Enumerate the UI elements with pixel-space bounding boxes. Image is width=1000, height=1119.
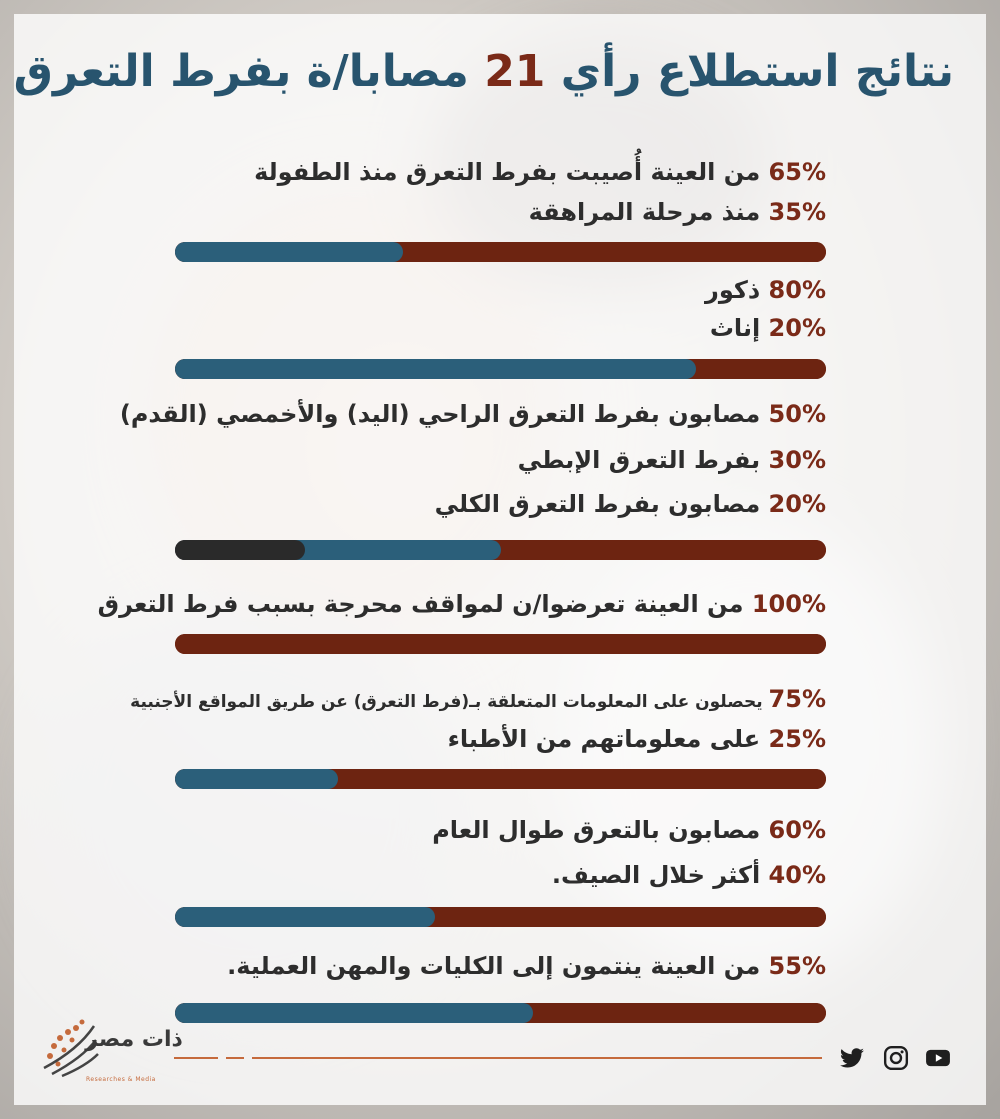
bar-segment [175,359,696,379]
stat-label: ذكور [705,276,769,304]
stat-label: يحصلون على المعلومات المتعلقة بـ(فرط التعرق) عن طريق المواقع الأجنبية [130,692,769,712]
stat-label: أكثر خلال الصيف. [551,861,769,889]
stat-row [66,816,826,844]
stat-row [66,590,826,618]
logo-text: ذات مصر [85,1027,183,1052]
stat-row [66,685,826,713]
stat-row [66,158,826,186]
stacked-bar [175,907,826,927]
stat-row [66,400,826,428]
bar-segment [175,769,338,789]
title-number: 21 [484,46,546,97]
stat-value: 65% [768,158,826,186]
stat-label: من العينة ينتمون إلى الكليات والمهن العملية. [227,952,769,980]
stat-value: 35% [768,198,826,226]
stacked-bar [175,540,826,560]
stat-row [66,198,826,226]
stat-value: 20% [768,490,826,518]
stat-label: من العينة تعرضوا/ن لمواقف محرجة بسبب فرط التعرق [97,590,752,618]
stat-value: 25% [768,725,826,753]
stat-value: 80% [768,276,826,304]
logo-subtitle: Researches & Media [86,1076,156,1083]
stat-label: إناث [709,314,769,342]
stat-row [66,952,826,980]
stat-value: 100% [751,590,826,618]
stat-row [66,490,826,518]
stacked-bar [175,634,826,654]
bar-segment [175,907,435,927]
stacked-bar [175,1003,826,1023]
stat-row [66,725,826,753]
stat-value: 55% [768,952,826,980]
title-after: مصابا/ة بفرط التعرق [13,46,485,97]
stacked-bar [175,359,826,379]
stat-label: مصابون بفرط التعرق الكلي [434,490,769,518]
stat-row [66,276,826,304]
bar-segment [175,540,305,560]
stat-value: 30% [768,446,826,474]
stat-label: منذ مرحلة المراهقة [528,198,769,226]
stat-label: مصابون بالتعرق طوال العام [432,816,769,844]
stat-label: على معلوماتهم من الأطباء [447,725,769,753]
stacked-bar [175,769,826,789]
stat-value: 75% [768,685,826,713]
bar-segment [175,1003,533,1023]
stat-value: 40% [768,861,826,889]
stat-value: 20% [768,314,826,342]
twitter-icon[interactable] [838,1045,866,1071]
stat-label: من العينة أُصيبت بفرط التعرق منذ الطفولة [254,158,769,186]
stat-row [66,861,826,889]
page-title [13,46,954,97]
stat-label: بفرط التعرق الإبطي [517,446,769,474]
stat-value: 60% [768,816,826,844]
bar-segment [175,242,403,262]
bar-segment [175,634,826,654]
stat-value: 50% [768,400,826,428]
youtube-icon[interactable] [924,1045,952,1071]
stat-row [66,446,826,474]
title-before: نتائج استطلاع رأي [545,46,954,97]
instagram-icon[interactable] [882,1045,910,1071]
stacked-bar [175,242,826,262]
stat-label: مصابون بفرط التعرق الراحي (اليد) والأخمصي (القدم) [119,400,769,428]
stat-row [66,314,826,342]
